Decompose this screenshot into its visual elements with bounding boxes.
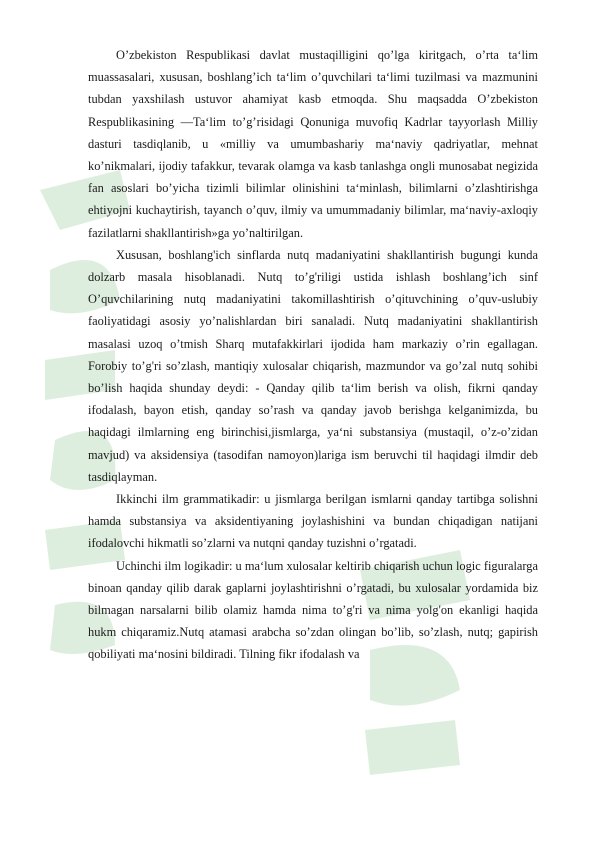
paragraph-3: Ikkinchi ilm grammatikadir: u jismlarga berilgan ismlarni qanday tartibga solishni hamda substansiya va aksidentiyaning joylashishini va bundan chiqadigan natijani ifodalovchi hikmatli so’zlarni va nutqni qanday tuzishni o’rgatadi. bbox=[88, 492, 538, 551]
paragraph-1: O’zbekiston Respublikasi davlat mustaqilligini qo’lga kiritgach, o’rta ta‘lim muassasalari, xususan, boshlang’ich ta‘lim o’quvchilari ta‘limi tuzilmasi va mazmunini tubdan yaxshilash ustuvor ahamiyat kasb etmoqda. Shu maqsadda O’zbekiston Respublikasining —Ta‘lim to’g’risidagi Qonuniga muvofiq Kadrlar tayyorlash Milliy dasturi tasdiqlanib, u «milliy va umumbashariy ma‘naviy qadriyatlar, mehnat ko’nikmalari, ijodiy tafakkur, tevarak olamga va kasb tanlashga ongli munosabat negizida fan asoslari bo’yicha tizimli bilimlar olinishini ta‘minlash, bilimlarni o’zlashtirishga ehtiyojni kuchaytirish, tayanch o’quv, ilmiy va umummadaniy bilimlar, ma‘naviy-axloqiy fazilatlarni shakllantirish»ga yo’naltirilgan. bbox=[88, 48, 538, 240]
document-body bbox=[88, 44, 538, 666]
paragraph-4: Uchinchi ilm logikadir: u ma‘lum xulosalar keltirib chiqarish uchun logic figuralarga binoan qanday qilib darak gaplarni joylashtirishni o’rgatadi, bu xulosalar yordamida biz bilmagan narsalarni bilib olamiz hamda nima to’g'ri va nima yolg'on ekanligi haqida hukm chiqaramiz.Nutq atamasi arabcha so’zdan olingan bo’lib, so’zlash, nutq; gapirish qobiliyati ma‘nosini bildiradi. Tilning fikr ifodalash va bbox=[88, 558, 538, 662]
paragraph-2: Xususan, boshlang'ich sinflarda nutq madaniyatini shakllantirish bugungi kunda dolzarb masala hisoblanadi. Nutq to’g'riligi ustida ishlash boshlang’ich sinf O’quvchilarining nutq madaniyatini takomillashtirish o’qituvchining o’quv-uslubiy faoliyatidagi asosiy yo’nalishlardan biri sanaladi. Nutq madaniyatini shakllantirish masalasi uzoq o’tmish Sharq mutafakkirlari ijodida ham markaziy o’rin egallagan. Forobiy to’g'ri so’zlash, mantiqiy xulosalar chiqarish, mazmundor va go’zal nutq sohibi bo’lish haqida shunday deydi: - Qanday qilib ta‘lim berish va olish, fikrni qanday ifodalash, bayon etish, qanday so’rash va qanday javob berishga kelganimizda, bu haqidagi ilmlarning eng birinchisi,jismlarga, ya‘ni substansiya (mustaqil, o’z-o’zidan mavjud) va aksidensiya (tasodifan namoyon)lariga ism beruvchi til haqidagi ilmdir deb tasdiqlayman. bbox=[88, 247, 538, 484]
